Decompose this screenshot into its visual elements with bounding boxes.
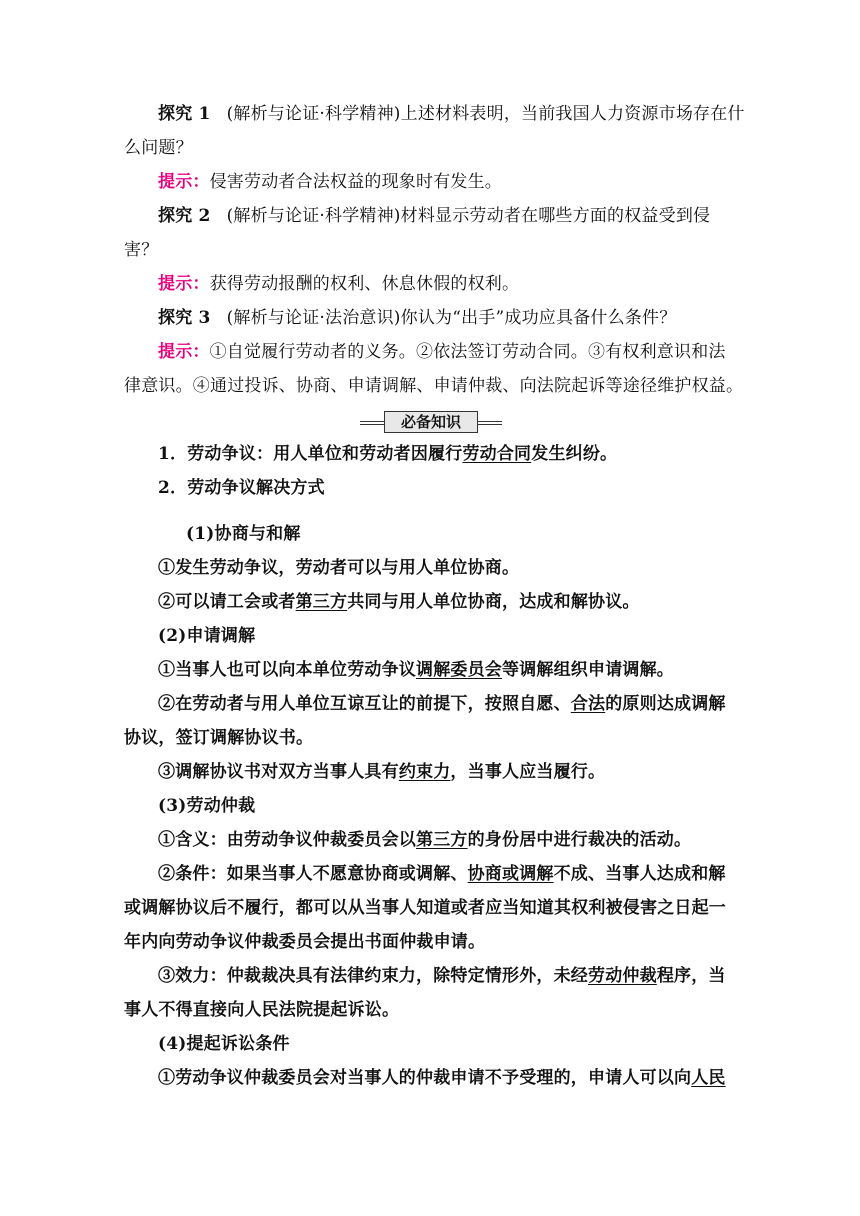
section-title: 必备知识 [384, 411, 478, 433]
subsection-4-point-1 [158, 1067, 772, 1089]
key-term: 协商或调解 [467, 864, 554, 884]
key-term: 劳动仲裁 [588, 966, 657, 986]
subsection-3-point-2-cont: 或调解协议后不履行，都可以从当事人知道或者应当知道其权利被侵害之日起一 [124, 898, 726, 918]
text-run: 不成、当事人达成和解 [553, 864, 726, 884]
text-run: ③效力：仲裁裁决具有法律约束力，除特定情形外，未经 [158, 966, 588, 986]
heading-rule-left [360, 421, 384, 425]
question-2-cont: 害？ [124, 240, 159, 260]
text-run: 程序，当 [656, 966, 726, 986]
question-1-text: (解析与论证·科学精神)上述材料表明，当前我国人力资源市场存在什 [226, 104, 745, 124]
text-run: 共同与用人单位协商，达成和解协议。 [347, 592, 640, 612]
question-2-text: (解析与论证·科学精神)材料显示劳动者在哪些方面的权益受到侵 [226, 206, 711, 226]
text-run: 的身份居中进行裁决的活动。 [467, 830, 692, 850]
knowledge-1-key: 劳动合同 [462, 444, 532, 464]
heading-rule-right [478, 421, 502, 425]
question-3-text: (解析与论证·法治意识)你认为“出手”成功应具备什么条件？ [226, 308, 677, 328]
subsection-1-title: (1)协商与和解 [186, 524, 301, 544]
question-3-label: 探究 3 [158, 308, 211, 328]
answer-1 [158, 171, 772, 193]
answer-3-cont: 律意识。④通过投诉、协商、申请调解、申请仲裁、向法院起诉等途径维护权益。 [124, 376, 744, 396]
hint-label: 提示： [158, 172, 210, 192]
key-term: 调解委员会 [416, 660, 502, 680]
subsection-1-point-2 [158, 591, 772, 613]
subsection-2-title: (2)申请调解 [158, 626, 256, 646]
subsection-3-point-3-cont: 事人不得直接向人民法院提起诉讼。 [124, 1000, 400, 1020]
text-run: ，当事人应当履行。 [450, 762, 606, 782]
key-term: 约束力 [398, 762, 451, 782]
question-1-label: 探究 1 [158, 104, 211, 124]
text-run: ①当事人也可以向本单位劳动争议 [158, 660, 416, 680]
subsection-4-title: (4)提起诉讼条件 [158, 1034, 290, 1054]
hint-label: 提示： [158, 274, 210, 294]
answer-3-text: ①自觉履行劳动者的义务。②依法签订劳动合同。③有权利意识和法 [209, 342, 726, 362]
subsection-2-point-1 [158, 659, 772, 681]
text-run: ①含义：由劳动争议仲裁委员会以 [158, 830, 416, 850]
section-heading [360, 411, 502, 433]
text-run: ①劳动争议仲裁委员会对当事人的仲裁申请不予受理的，申请人可以向 [158, 1068, 692, 1088]
knowledge-1-prefix: 1．劳动争议：用人单位和劳动者因履行 [158, 444, 463, 464]
knowledge-1 [158, 443, 772, 465]
subsection-3-point-2 [158, 863, 772, 885]
subsection-3-title: (3)劳动仲裁 [158, 796, 256, 816]
text-run: ②条件：如果当事人不愿意协商或调解、 [158, 864, 468, 884]
subsection-2-point-2-cont: 协议，签订调解协议书。 [124, 728, 314, 748]
answer-2 [158, 273, 772, 295]
subsection-3-point-1 [158, 829, 772, 851]
subsection-2-point-3 [158, 761, 772, 783]
key-term: 人民 [691, 1068, 726, 1088]
key-term: 第三方 [416, 830, 468, 850]
question-2 [158, 205, 772, 227]
subsection-2-point-2 [158, 693, 772, 715]
text-run: ②在劳动者与用人单位互谅互让的前提下，按照自愿、 [158, 694, 571, 714]
subsection-3-point-2-cont2: 年内向劳动争议仲裁委员会提出书面仲裁申请。 [124, 932, 486, 952]
question-1-cont: 么问题？ [124, 138, 193, 158]
text-run: ②可以请工会或者 [158, 592, 296, 612]
key-term: 第三方 [295, 592, 348, 612]
key-term: 合法 [570, 694, 606, 714]
question-1 [158, 103, 772, 125]
text-run: ③调解协议书对双方当事人具有 [158, 762, 399, 782]
knowledge-1-suffix: 发生纠纷。 [531, 444, 618, 464]
text-run: 的原则达成调解 [605, 694, 726, 714]
answer-1-text: 侵害劳动者合法权益的现象时有发生。 [209, 172, 503, 192]
question-3 [158, 307, 772, 329]
subsection-3-point-3 [158, 965, 772, 987]
question-2-label: 探究 2 [158, 206, 211, 226]
text-run: 等调解组织申请调解。 [502, 660, 674, 680]
answer-2-text: 获得劳动报酬的权利、休息休假的权利。 [209, 274, 520, 294]
subsection-1-point-1: ①发生劳动争议，劳动者可以与用人单位协商。 [158, 558, 520, 578]
answer-3 [158, 341, 772, 363]
hint-label: 提示： [158, 342, 210, 362]
knowledge-2: 2．劳动争议解决方式 [158, 478, 325, 498]
